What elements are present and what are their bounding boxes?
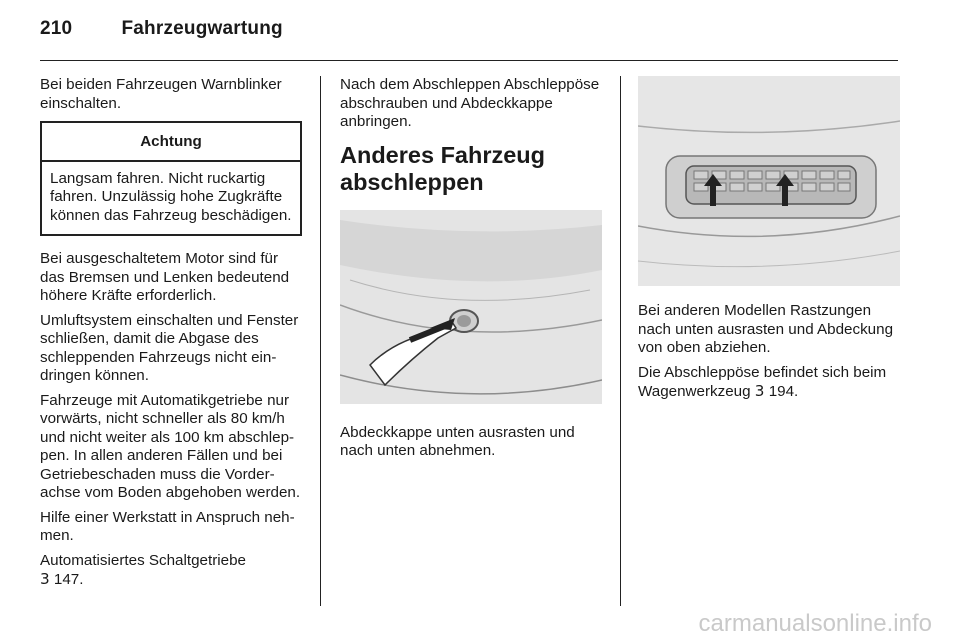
page-number: 210	[40, 18, 73, 39]
paragraph-text: Die Abschleppöse befindet sich beim Wagenwerkzeug	[638, 363, 887, 400]
warning-box	[40, 121, 302, 236]
figure-towing-cap	[340, 210, 602, 404]
page-ref-number: 194.	[768, 383, 799, 400]
page-ref-number: 147.	[53, 571, 84, 588]
warning-text: Langsam fahren. Nicht ruckartig fahren. Unzulässig hohe Zugkräfte können das Fahrzeug beschädigen.	[50, 169, 292, 224]
paragraph: Bei anderen Modellen Rastzungen nach unten ausrasten und Abdeckung von oben abziehen.	[638, 302, 894, 356]
paragraph: Nach dem Abschleppen Abschleppöse abschrauben und Abdeckkappe anbringen.	[340, 76, 600, 130]
paragraph	[638, 364, 902, 402]
column-divider-1	[320, 76, 321, 606]
page-title: Fahrzeugwartung	[121, 18, 283, 39]
figure-towing-cover	[638, 76, 900, 286]
column-1	[40, 76, 302, 596]
towing-cap-illustration	[340, 210, 602, 404]
page-ref-icon: 3	[40, 570, 50, 588]
towing-cover-illustration	[638, 76, 900, 286]
column-divider-2	[620, 76, 621, 606]
section-heading: Anderes Fahrzeug abschleppen	[340, 141, 546, 195]
warning-title: Achtung	[42, 123, 300, 162]
paragraph: Automatisiertes Schaltgetriebe	[40, 551, 246, 569]
paragraph: Bei beiden Fahrzeugen Warnblinker einschalten.	[40, 76, 282, 112]
paragraph: Hilfe einer Werkstatt in Anspruch nehmen.	[40, 508, 295, 544]
page-header	[40, 18, 283, 40]
column-3	[638, 76, 902, 408]
page-reference	[40, 570, 302, 590]
header-rule	[40, 60, 898, 61]
paragraph: Fahrzeuge mit Automatikgetriebe nur vorwärts, nicht schneller als 80 km/h und nicht weiter als 100 km abschleppen. In allen anderen Fällen und bei Getriebeschaden muss die Vorderachse vom Boden abgehoben werden.	[40, 391, 301, 501]
figure-caption: Abdeckkappe unten ausrasten und nach unten abnehmen.	[340, 423, 575, 459]
paragraph: Bei ausgeschaltetem Motor sind für das Bremsen und Lenken bedeutend höhere Kräfte erforderlich.	[40, 250, 290, 304]
column-2	[340, 76, 602, 467]
paragraph: Umluftsystem einschalten und Fenster schließen, damit die Abgase des schleppenden Fahrzeugs nicht eindringen können.	[40, 311, 299, 384]
watermark: carmanualsonline.info	[698, 610, 932, 637]
page-ref-icon: 3	[754, 382, 765, 400]
